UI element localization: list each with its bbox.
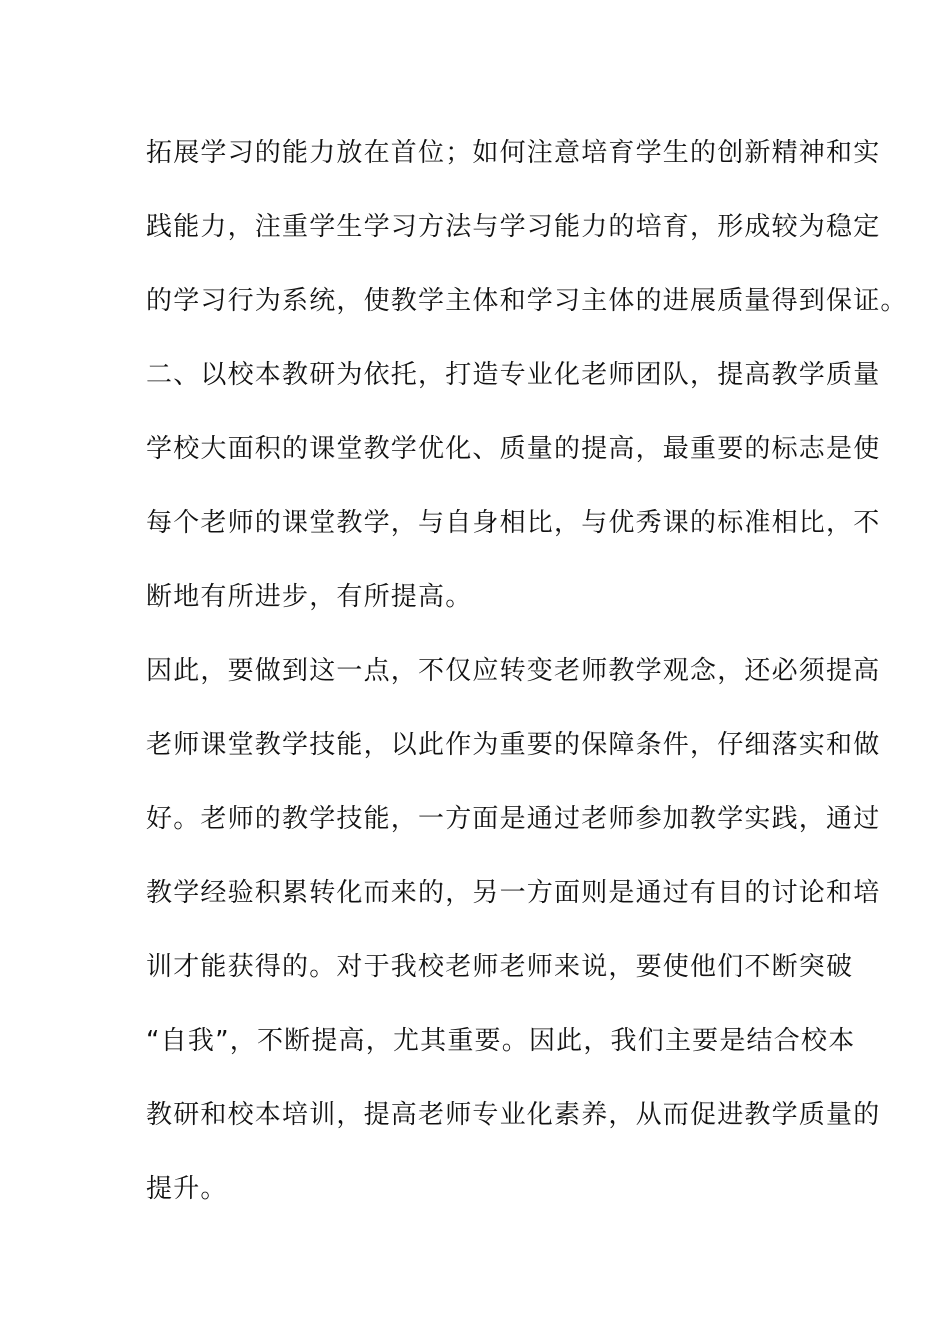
text-line: “自我”，不断提高，尤其重要。因此，我们主要是结合校本 — [146, 1026, 856, 1056]
text-line: 因此，要做到这一点，不仅应转变老师教学观念，还必须提高 — [146, 656, 881, 686]
section-heading: 二、以校本教研为依托，打造专业化老师团队，提高教学质量 — [146, 360, 881, 390]
text-line: 每个老师的课堂教学，与自身相比，与优秀课的标准相比，不 — [146, 508, 881, 538]
text-line: 好。老师的教学技能，一方面是通过老师参加教学实践，通过 — [146, 804, 881, 834]
text-line: 拓展学习的能力放在首位；如何注意培育学生的创新精神和实 — [146, 138, 881, 168]
text-line: 老师课堂教学技能，以此作为重要的保障条件，仔细落实和做 — [146, 730, 881, 760]
text-line: 践能力，注重学生学习方法与学习能力的培育，形成较为稳定 — [146, 212, 881, 242]
text-line: 的学习行为系统，使教学主体和学习主体的进展质量得到保证。 — [146, 286, 908, 316]
text-line: 学校大面积的课堂教学优化、质量的提高，最重要的标志是使 — [146, 434, 881, 464]
text-line: 训才能获得的。对于我校老师老师来说，要使他们不断突破 — [146, 952, 854, 982]
text-line: 教研和校本培训，提高老师专业化素养，从而促进教学质量的 — [146, 1100, 881, 1130]
text-line: 教学经验积累转化而来的，另一方面则是通过有目的讨论和培 — [146, 878, 881, 908]
text-line: 断地有所进步，有所提高。 — [146, 582, 473, 612]
text-line: 提升。 — [146, 1174, 228, 1204]
